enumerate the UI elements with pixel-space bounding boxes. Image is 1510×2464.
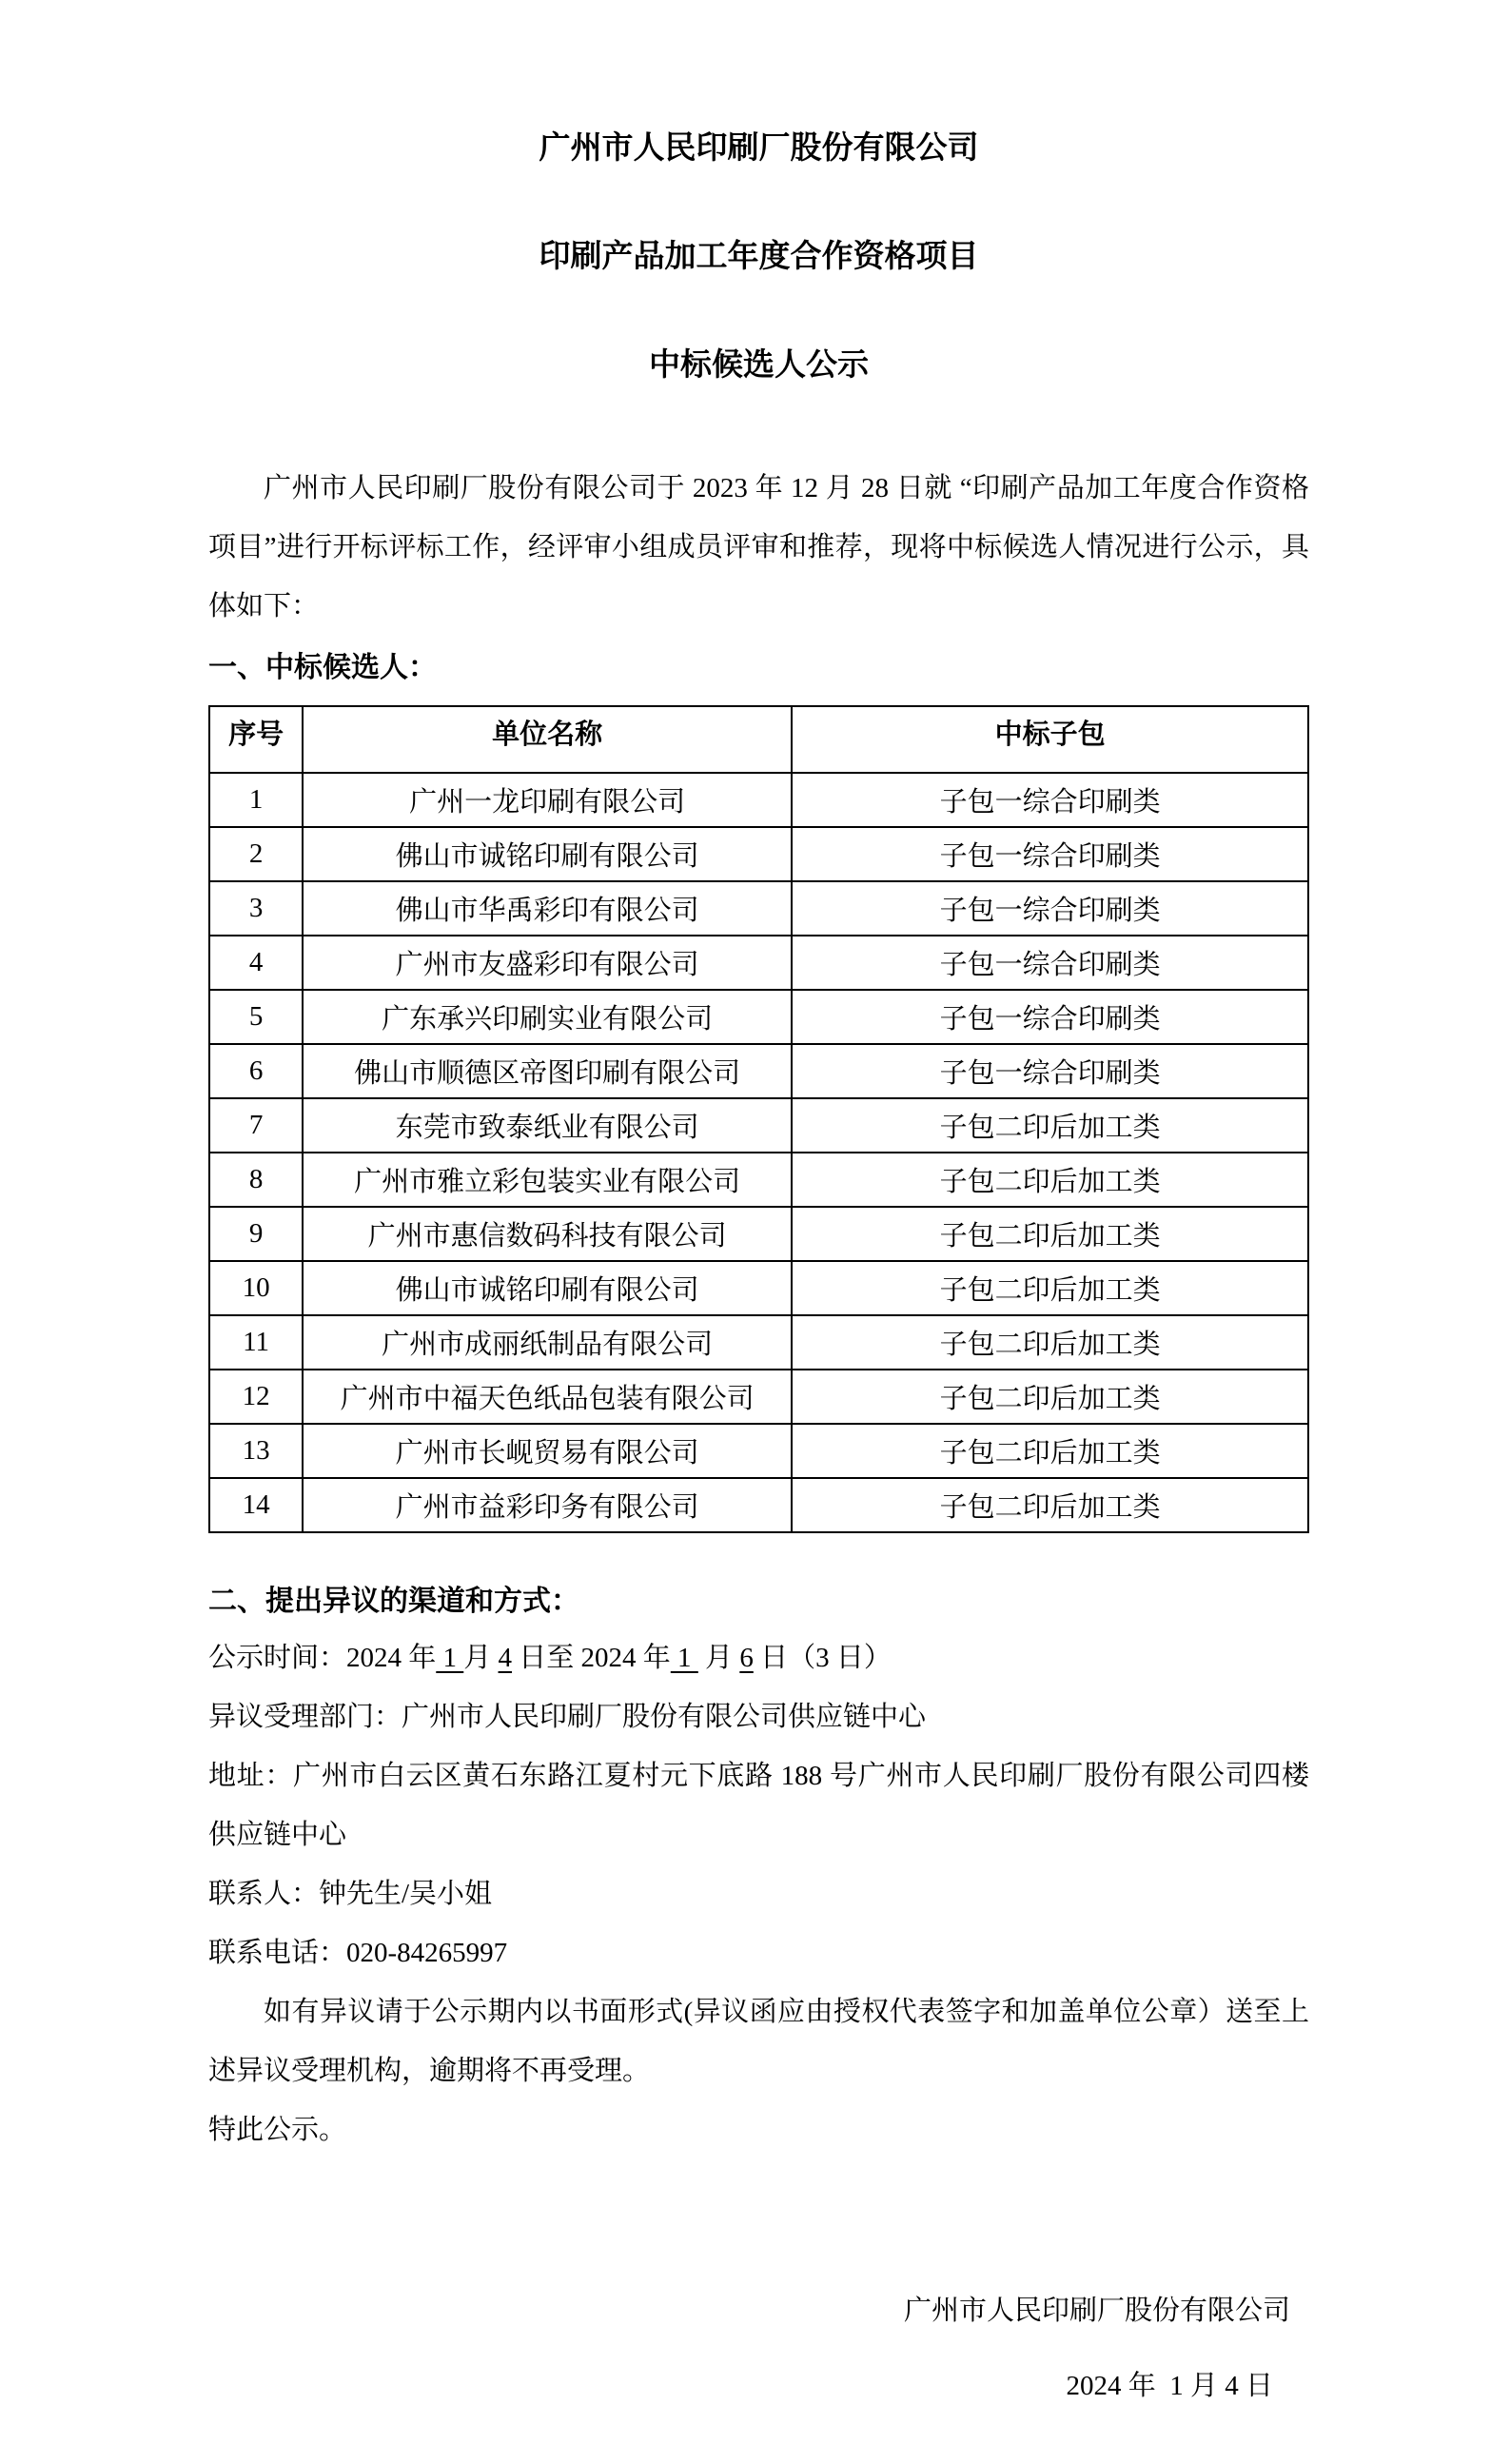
cell-company-name: 广州市成丽纸制品有限公司 — [303, 1315, 792, 1370]
cell-no: 3 — [209, 881, 303, 936]
header-cell-package: 中标子包 — [792, 706, 1308, 773]
cell-company-name: 广州一龙印刷有限公司 — [303, 773, 792, 827]
table-header-row — [209, 706, 1308, 773]
contact-person-line: 联系人：钟先生/吴小姐 — [208, 1879, 493, 1909]
cell-no: 12 — [209, 1370, 303, 1424]
doc-title-company: 广州市人民印刷厂股份有限公司 — [539, 131, 979, 166]
cell-no: 8 — [209, 1153, 303, 1207]
cell-package: 子包一综合印刷类 — [792, 1044, 1308, 1098]
section1-heading: 一、中标候选人： — [208, 652, 437, 683]
objection-instructions: 如有异议请于公示期内以书面形式(异议函应由授权代表签字和加盖单位公章）送至上述异议受理机构，逾期将不再受理。 — [208, 1997, 1309, 2086]
table-row — [209, 990, 1308, 1044]
publicity-period-prefix: 公示时间：2024 年 — [208, 1643, 437, 1673]
publicity-period-sep1: 月 — [463, 1643, 499, 1673]
cell-no: 10 — [209, 1261, 303, 1315]
cell-package: 子包二印后加工类 — [792, 1315, 1308, 1370]
section2-heading: 二、提出异议的渠道和方式： — [208, 1586, 579, 1617]
publicity-period-month-end: 1 — [670, 1643, 698, 1673]
cell-company-name: 佛山市华禹彩印有限公司 — [303, 881, 792, 936]
table-row — [209, 1424, 1308, 1478]
cell-company-name: 广东承兴印刷实业有限公司 — [303, 990, 792, 1044]
cell-company-name: 广州市中福天色纸品包装有限公司 — [303, 1370, 792, 1424]
table-row — [209, 1044, 1308, 1098]
cell-no: 14 — [209, 1478, 303, 1532]
cell-company-name: 广州市长岘贸易有限公司 — [303, 1424, 792, 1478]
table-row — [209, 1153, 1308, 1207]
header-cell-company: 单位名称 — [303, 706, 792, 773]
cell-company-name: 广州市惠信数码科技有限公司 — [303, 1207, 792, 1261]
cell-no: 1 — [209, 773, 303, 827]
cell-company-name: 佛山市顺德区帝图印刷有限公司 — [303, 1044, 792, 1098]
publicity-period-day-end: 6 — [739, 1643, 754, 1673]
table-row — [209, 1098, 1308, 1153]
intro-paragraph: 广州市人民印刷厂股份有限公司于 2023 年 12 月 28 日就 “印刷产品加工年度合作资格项目”进行开标评标工作，经评审小组成员评审和推荐，现将中标候选人情况进行公示，具体如下： — [208, 473, 1309, 621]
candidates-table — [208, 705, 1309, 1533]
cell-package: 子包一综合印刷类 — [792, 881, 1308, 936]
cell-package: 子包二印后加工类 — [792, 1098, 1308, 1153]
cell-company-name: 广州市雅立彩包装实业有限公司 — [303, 1153, 792, 1207]
cell-package: 子包一综合印刷类 — [792, 936, 1308, 990]
objection-dept-line: 异议受理部门：广州市人民印刷厂股份有限公司供应链中心 — [208, 1702, 927, 1732]
closing-note: 特此公示。 — [208, 2115, 347, 2145]
cell-company-name: 东莞市致泰纸业有限公司 — [303, 1098, 792, 1153]
cell-no: 13 — [209, 1424, 303, 1478]
table-row — [209, 936, 1308, 990]
cell-package: 子包二印后加工类 — [792, 1424, 1308, 1478]
table-row — [209, 881, 1308, 936]
doc-title-announcement: 中标候选人公示 — [649, 348, 869, 383]
footer-date: 2024 年 1 月 4 日 — [1066, 2371, 1273, 2401]
table-row — [209, 827, 1308, 881]
table-row — [209, 1207, 1308, 1261]
footer-company-name: 广州市人民印刷厂股份有限公司 — [903, 2296, 1290, 2326]
cell-no: 2 — [209, 827, 303, 881]
cell-no: 7 — [209, 1098, 303, 1153]
cell-company-name: 佛山市诚铭印刷有限公司 — [303, 827, 792, 881]
doc-title-project: 印刷产品加工年度合作资格项目 — [539, 240, 979, 274]
publicity-period-day-start: 4 — [498, 1643, 513, 1673]
contact-phone-line: 联系电话：020-84265997 — [208, 1938, 508, 1968]
publicity-period-suffix: 日（3 日） — [753, 1643, 892, 1673]
cell-company-name: 广州市益彩印务有限公司 — [303, 1478, 792, 1532]
cell-package: 子包二印后加工类 — [792, 1261, 1308, 1315]
publicity-period-sep3: 月 — [697, 1643, 740, 1673]
table-row — [209, 773, 1308, 827]
table-row — [209, 1315, 1308, 1370]
header-cell-no: 序号 — [209, 706, 303, 773]
table-row — [209, 1478, 1308, 1532]
cell-no: 9 — [209, 1207, 303, 1261]
publicity-period-month-start: 1 — [436, 1643, 464, 1673]
cell-package: 子包二印后加工类 — [792, 1478, 1308, 1532]
publicity-period-sep2: 日至 2024 年 — [512, 1643, 671, 1673]
cell-no: 6 — [209, 1044, 303, 1098]
cell-no: 5 — [209, 990, 303, 1044]
cell-no: 4 — [209, 936, 303, 990]
cell-package: 子包二印后加工类 — [792, 1153, 1308, 1207]
cell-package: 子包一综合印刷类 — [792, 773, 1308, 827]
table-row — [209, 1370, 1308, 1424]
cell-package: 子包一综合印刷类 — [792, 827, 1308, 881]
cell-company-name: 佛山市诚铭印刷有限公司 — [303, 1261, 792, 1315]
cell-package: 子包二印后加工类 — [792, 1370, 1308, 1424]
cell-package: 子包二印后加工类 — [792, 1207, 1308, 1261]
publicity-period-line — [208, 1628, 1309, 1687]
address-line: 地址：广州市白云区黄石东路江夏村元下底路 188 号广州市人民印刷厂股份有限公司四楼供应链中心 — [208, 1761, 1309, 1850]
table-row — [209, 1261, 1308, 1315]
cell-company-name: 广州市友盛彩印有限公司 — [303, 936, 792, 990]
cell-no: 11 — [209, 1315, 303, 1370]
cell-package: 子包一综合印刷类 — [792, 990, 1308, 1044]
